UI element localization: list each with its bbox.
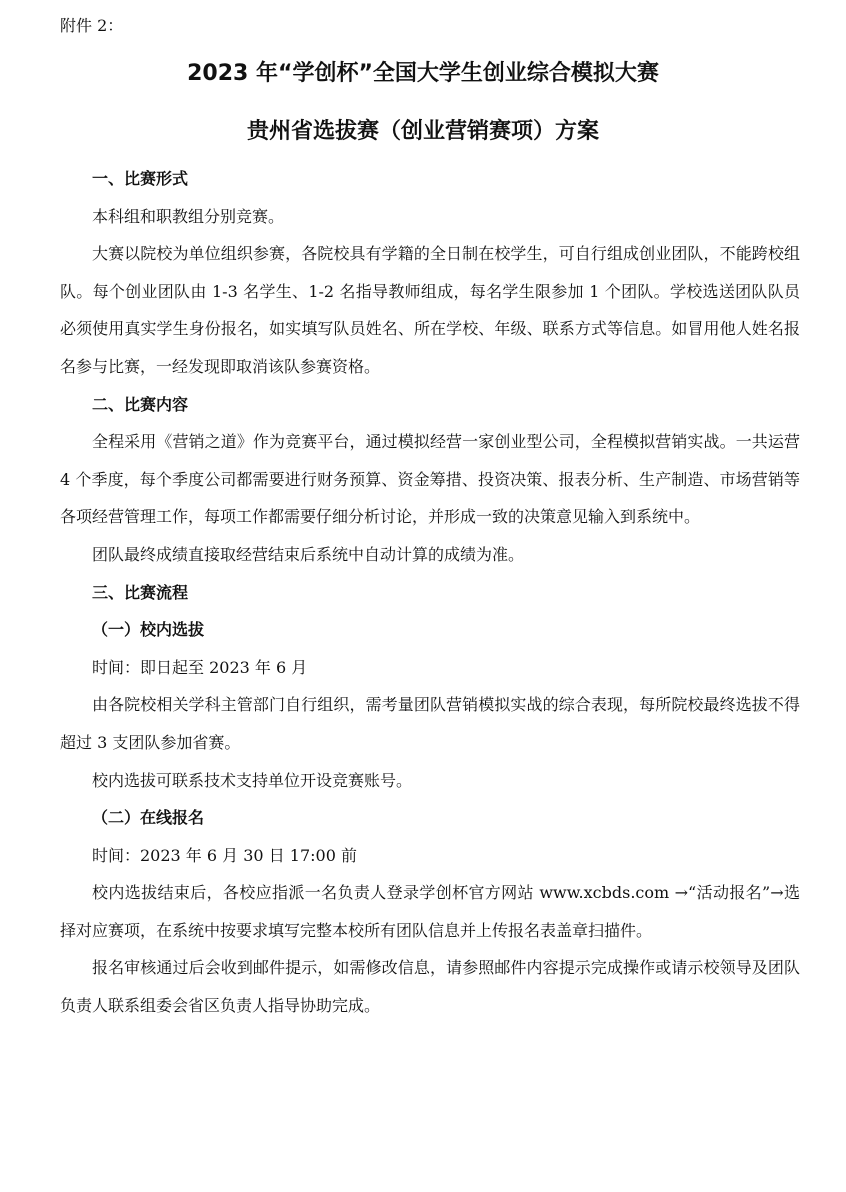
- section-heading-competition-format: 一、比赛形式: [92, 169, 189, 188]
- paragraph: 团队最终成绩直接取经营结束后系统中自动计算的成绩为准。: [92, 544, 525, 564]
- paragraph: 全程采用《营销之道》作为竞赛平台，通过模拟经营一家创业型公司，全程模拟营销实战。一共运营 4 个季度，每个季度公司都需要进行财务预算、资金筹措、投资决策、报表分析、生产制造、市场营销等各项经营管理工作，每项工作都需要仔细分析讨论，并形成一致的决策意见输入到系统中。: [60, 432, 800, 527]
- paragraph-time: 时间：即日起至 2023 年 6 月: [92, 657, 308, 677]
- attachment-label: 附件 2：: [60, 16, 124, 35]
- paragraph: 本科组和职教组分别竞赛。: [92, 206, 285, 226]
- paragraph: 报名审核通过后会收到邮件提示，如需修改信息，请参照邮件内容提示完成操作或请示校领导及团队负责人联系组委会省区负责人指导协助完成。: [60, 958, 800, 1016]
- subsection-heading-online-registration: （二）在线报名: [92, 808, 205, 828]
- document-title-line-1: 2023 年“学创杯”全国大学生创业综合模拟大赛: [187, 61, 659, 86]
- paragraph: 由各院校相关学科主管部门自行组织，需考量团队营销模拟实战的综合表现，每所院校最终选拔不得超过 3 支团队参加省赛。: [60, 695, 800, 752]
- document-title-line-2: 贵州省选拔赛（创业营销赛项）方案: [246, 119, 599, 144]
- document-body: [60, 160, 800, 1025]
- section-heading-competition-content: 二、比赛内容: [92, 394, 189, 414]
- section-heading-competition-process: 三、比赛流程: [92, 582, 189, 602]
- paragraph: 校内选拔可联系技术支持单位开设竞赛账号。: [92, 770, 413, 790]
- paragraph-time: 时间：2023 年 6 月 30 日 17:00 前: [92, 845, 357, 865]
- paragraph: 校内选拔结束后，各校应指派一名负责人登录学创杯官方网站 www.xcbds.com →“活动报名”→选择对应赛项，在系统中按要求填写完整本校所有团队信息并上传报名表盖章扫描件。: [60, 883, 800, 940]
- subsection-heading-school-selection: （一）校内选拔: [92, 620, 205, 640]
- paragraph: 大赛以院校为单位组织参赛，各院校具有学籍的全日制在校学生，可自行组成创业团队，不能跨校组队。每个创业团队由 1-3 名学生、1-2 名指导教师组成，每名学生限参加 1 个团队。学校选送团队队员必须使用真实学生身份报名，如实填写队员姓名、所在学校、年级、联系方式等信息。如冒用他人姓名报名参与比赛，一经发现即取消该队参赛资格。: [60, 244, 800, 376]
